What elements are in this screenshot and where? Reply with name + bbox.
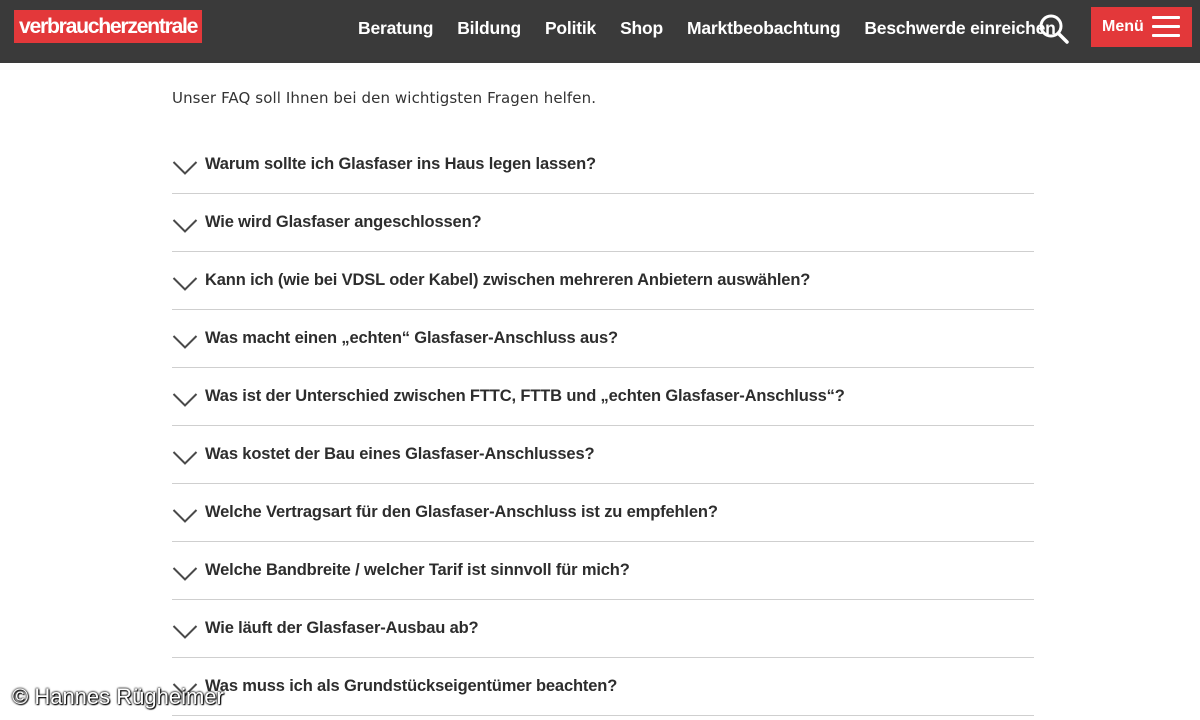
faq-question: Was ist der Unterschied zwischen FTTC, FTTB und „echten Glasfaser-Anschluss“? <box>205 387 845 405</box>
faq-item[interactable] <box>172 542 1034 600</box>
chevron-down-icon <box>172 160 198 176</box>
faq-question: Wie wird Glasfaser angeschlossen? <box>205 213 482 231</box>
chevron-down-icon <box>172 334 198 350</box>
faq-item[interactable] <box>172 194 1034 252</box>
hamburger-icon <box>1152 16 1180 38</box>
site-logo[interactable]: verbraucherzentrale <box>14 10 202 43</box>
faq-question: Kann ich (wie bei VDSL oder Kabel) zwischen mehreren Anbietern auswählen? <box>205 271 811 289</box>
photo-credit: © Hannes Rügheimer <box>12 684 224 709</box>
faq-item[interactable] <box>172 426 1034 484</box>
search-button[interactable] <box>1038 13 1070 45</box>
faq-question: Warum sollte ich Glasfaser ins Haus legen lassen? <box>205 155 596 173</box>
menu-button[interactable] <box>1091 7 1192 47</box>
faq-item[interactable] <box>172 252 1034 310</box>
search-icon <box>1038 13 1070 45</box>
chevron-down-icon <box>172 218 198 234</box>
faq-question: Welche Bandbreite / welcher Tarif ist sinnvoll für mich? <box>205 561 630 579</box>
nav-shop[interactable]: Shop <box>620 17 664 38</box>
nav-bildung[interactable]: Bildung <box>457 17 521 38</box>
nav-politik[interactable]: Politik <box>544 17 597 38</box>
main-nav <box>358 0 1080 56</box>
faq-question: Was kostet der Bau eines Glasfaser-Anschlusses? <box>205 445 595 463</box>
nav-beschwerde-einreichen[interactable]: Beschwerde einreichen <box>864 17 1056 38</box>
chevron-down-icon <box>172 624 198 640</box>
faq-intro-text: Unser FAQ soll Ihnen bei den wichtigsten Fragen helfen. <box>172 89 597 107</box>
chevron-down-icon <box>172 566 198 582</box>
faq-item[interactable] <box>172 484 1034 542</box>
faq-question: Wie läuft der Glasfaser-Ausbau ab? <box>205 619 479 637</box>
faq-question: Was macht einen „echten“ Glasfaser-Anschluss aus? <box>205 329 618 347</box>
faq-item[interactable] <box>172 658 1034 716</box>
menu-label: Menü <box>1102 18 1144 35</box>
chevron-down-icon <box>172 450 198 466</box>
chevron-down-icon <box>172 392 198 408</box>
faq-question: Welche Vertragsart für den Glasfaser-Anschluss ist zu empfehlen? <box>205 503 718 521</box>
chevron-down-icon <box>172 276 198 292</box>
top-navigation-bar <box>0 0 1200 63</box>
faq-item[interactable] <box>172 600 1034 658</box>
faq-item[interactable] <box>172 368 1034 426</box>
faq-item[interactable] <box>172 136 1034 194</box>
nav-marktbeobachtung[interactable]: Marktbeobachtung <box>687 17 841 38</box>
faq-question: Was muss ich als Grundstückseigentümer beachten? <box>205 677 618 695</box>
chevron-down-icon <box>172 508 198 524</box>
faq-item[interactable] <box>172 310 1034 368</box>
faq-accordion <box>172 136 1034 716</box>
nav-beratung[interactable]: Beratung <box>358 17 434 38</box>
